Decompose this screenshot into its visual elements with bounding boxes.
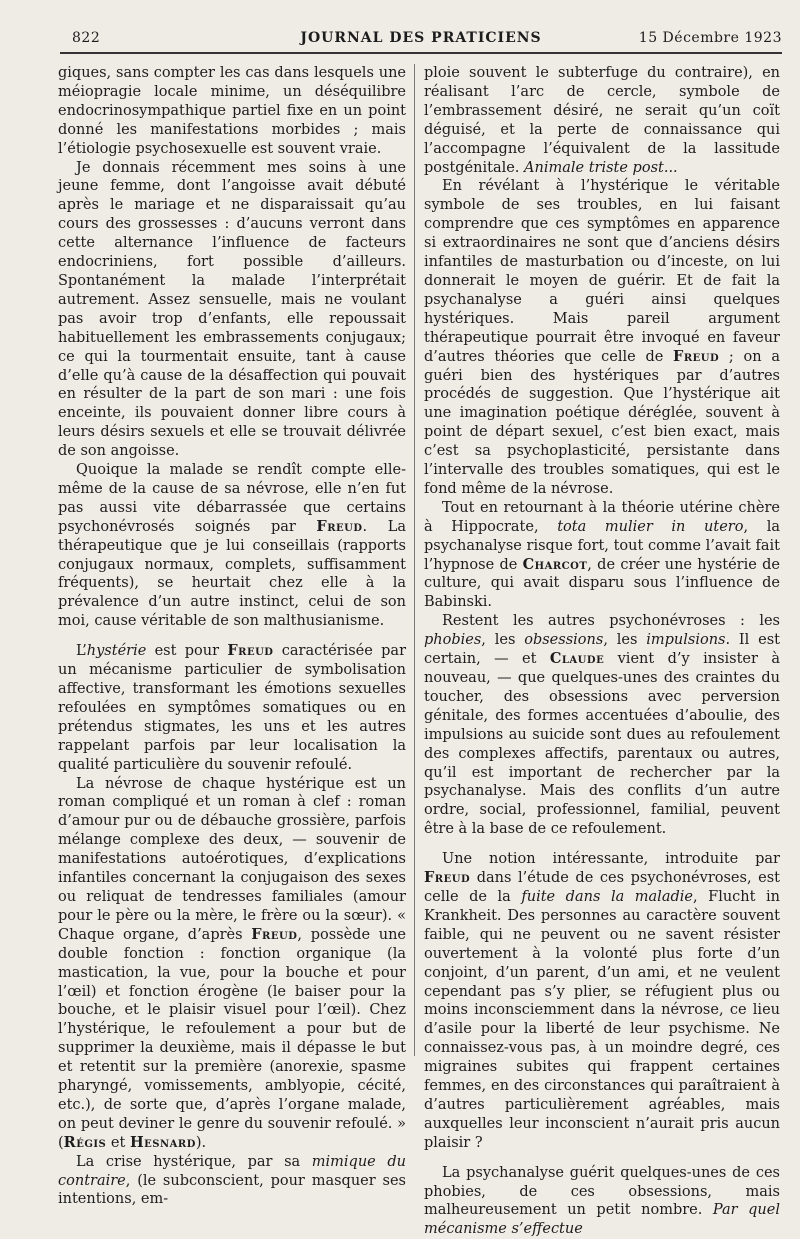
left-column <box>58 64 406 1209</box>
author-name: Freud <box>673 347 720 365</box>
emphasis: obsessions <box>524 632 604 649</box>
author-name: Freud <box>227 642 274 660</box>
author-name: Freud <box>251 925 298 943</box>
paragraph: Une notion intéressante, introduite par Freud dans l’étude de ces psychonévroses, est celle de la fuite dans la maladie, Flucht in Krankheit. Des personnes au caractère souvent faible, qui ne peuvent ou ne savent résister ouvertement à la volonté plus forte d’un conjoint, d’un parent, d’un ami, et ne veulent cependant pas s’y plier, se réfugient plus ou moins inconsciemment dans la névrose, ce lieu d’asile pour la liberté de leur psychisme. Ne connaissez-vous pas, à un moindre degré, ces migraines subites qui frappent certaines femmes, en des circonstances qui paraîtraient à d’autres particulièrement agréables, mais auxquelles leur inconscient n’aurait pris aucun plaisir ? <box>424 851 780 1151</box>
issue-date: 15 Décembre 1923 <box>638 30 782 46</box>
emphasis: Animale triste post... <box>524 159 678 176</box>
paragraph: Quoique la malade se rendît compte elle-même de la cause de sa névrose, elle n’en fut pas aussi vite débarrassée que certains psychonévrosés soignés par Freud. La thérapeutique que je lui conseillais (rapports conjugaux normaux, complets, suffisamment fréquents), se heurtait chez elle à la prévalence d’un autre instinct, celui de son moi, cause véritable de son malthusianisme. <box>58 462 407 630</box>
emphasis: mimique du contraire <box>58 1153 406 1189</box>
paragraph: Tout en retournant à la théorie utérine chère à Hippocrate, tota mulier in utero, la psychanalyse risque fort, tout comme l’avait fait l’hypnose de Charcot, de créer une hystérie de culture, qui avait disparu sous l’influence de Babinski. <box>424 499 780 611</box>
author-name: Claude <box>549 650 605 668</box>
emphasis: hystérie <box>86 643 147 660</box>
paragraph: ploie souvent le subterfuge du contraire), en réalisant l’arc de cercle, symbole de l’embrassement désiré, ne serait qu’un coït déguisé, et la perte de connaissance qui l’accompagne l’équivalent de la lassitude postgénitale. Animale triste post... <box>424 65 780 176</box>
author-name: Hesnard <box>129 1133 196 1151</box>
paragraph: En révélant à l’hystérique le véritable symbole de ses troubles, en lui faisant comprendre que ces symptômes en apparence si extraordinaires ne sont que d’anciens désirs infantiles de masturbation ou d’inceste, on lui donnerait le moyen de guérir. Et de fait la psychanalyse a guéri ainsi quelques hystériques. Mais pareil argument thérapeutique pourrait être invoqué en faveur d’autres théories que celle de Freud ; on a guéri bien des hystériques par d’autres procédés de suggestion. Que l’hystérique ait une imagination poétique déréglée, souvent à point de départ sexuel, c’est bien exact, mais c’est sa psychoplasticité, persistante dans l’intervalle des troubles somatiques, qui est le fond même de la névrose. <box>424 178 780 497</box>
paragraph: La névrose de chaque hystérique est un roman compliqué et un roman à clef : roman d’amour pur ou de débauche grossière, parfois mélange complexe des deux, — souvenir de manifestations autoérotiques, d’explications infantiles concernant la conjugaison des sexes ou reliquat de tendresses familiales (amour pour le père ou la mère, le frère ou la sœur). « Chaque organe, d’après Freud, possède une double fonction : fonction organique (la mastication, la vue, pour la bouche et pour l’œil) et fonction érogène (le baiser pour la bouche, et le plaisir visuel pour l’œil). Chez l’hystérique, le refoulement a pour but de supprimer la deuxième, mais il dépasse le but et retentit sur la première (anorexie, spasme pharyngé, vomissements, amblyopie, cécité, etc.), de sorte que, d’après l’organe malade, on peut deviner le genre du souvenir refoulé. » (Régis et Hesnard). <box>58 775 406 1151</box>
page-number: 822 <box>72 30 101 46</box>
emphasis: Par quel mécanisme s’effectue <box>424 1202 780 1238</box>
paragraph: Je donnais récemment mes soins à une jeune femme, dont l’angoisse avait débuté après le mariage et ne disparaissait qu’au cours des grossesses : d’aucuns verront dans cette alternance l’influence de facteurs endocriniens, fort possible d’ailleurs. Spontanément la malade l’interprétait autrement. Assez sensuelle, mais ne voulant pas avoir trop d’enfants, elle repoussait habituellement les embrassements conjugaux; ce qui la tourmentait ensuite, tant à cause d’elle qu’à cause de la désaffection qui pouvait en résulter de la part de son mari : une fois enceinte, ils pouvaient donner libre cours à leurs désirs sexuels et elle se trouvait délivrée de son angoisse. <box>58 159 406 460</box>
emphasis: fuite dans la maladie <box>521 888 693 905</box>
emphasis: impulsions <box>646 632 726 649</box>
paragraph: La psychanalyse guérit quelques-unes de ces phobies, de ces obsessions, mais malheureusement un petit nombre. Par quel mécanisme s’effectue <box>424 1164 780 1238</box>
emphasis: phobies <box>424 632 482 649</box>
journal-title: JOURNAL DES PRATICIENS <box>300 30 542 46</box>
column-divider <box>414 64 415 1056</box>
emphasis: tota mulier in utero <box>557 518 744 535</box>
author-name: Régis <box>63 1133 107 1151</box>
right-column <box>424 64 780 1239</box>
header-rule <box>60 52 782 54</box>
paragraph: La crise hystérique, par sa mimique du contraire, (le subconscient, pour masquer ses intentions, em- <box>58 1153 406 1208</box>
page-header <box>60 30 782 52</box>
paragraph: giques, sans compter les cas dans lesquels une méiopragie locale minime, un déséquilibre endocrinosympathique partiel fixe en un point donné les manifestations morbides ; mais l’étiologie psychosexuelle est souvent vraie. <box>58 65 406 157</box>
author-name: Freud <box>424 869 471 887</box>
paragraph: L’hystérie est pour Freud caractérisée par un mécanisme particulier de symbolisation affective, transformant les émotions sexuelles refoulées en symptômes somatiques ou en prétendus stigmates, les uns et les autres rappelant parfois par leur localisation la qualité particulière du souvenir refoulé. <box>58 642 406 773</box>
author-name: Freud <box>316 517 363 535</box>
author-name: Charcot <box>522 555 588 573</box>
paragraph: Restent les autres psychonévroses : les phobies, les obsessions, les impulsions. Il est certain, — et Claude vient d’y insister à nouveau, — que quelques-unes des craintes du toucher, des obsessions avec perversion génitale, des formes accentuées d’aboulie, des impulsions au suicide sont dues au refoulement des complexes affectifs, parentaux ou autres, qu’il est important de rechercher par la psychanalyse. Mais des conflits d’un autre ordre, social, professionnel, familial, peuvent être à la base de ce refoulement. <box>424 613 780 838</box>
